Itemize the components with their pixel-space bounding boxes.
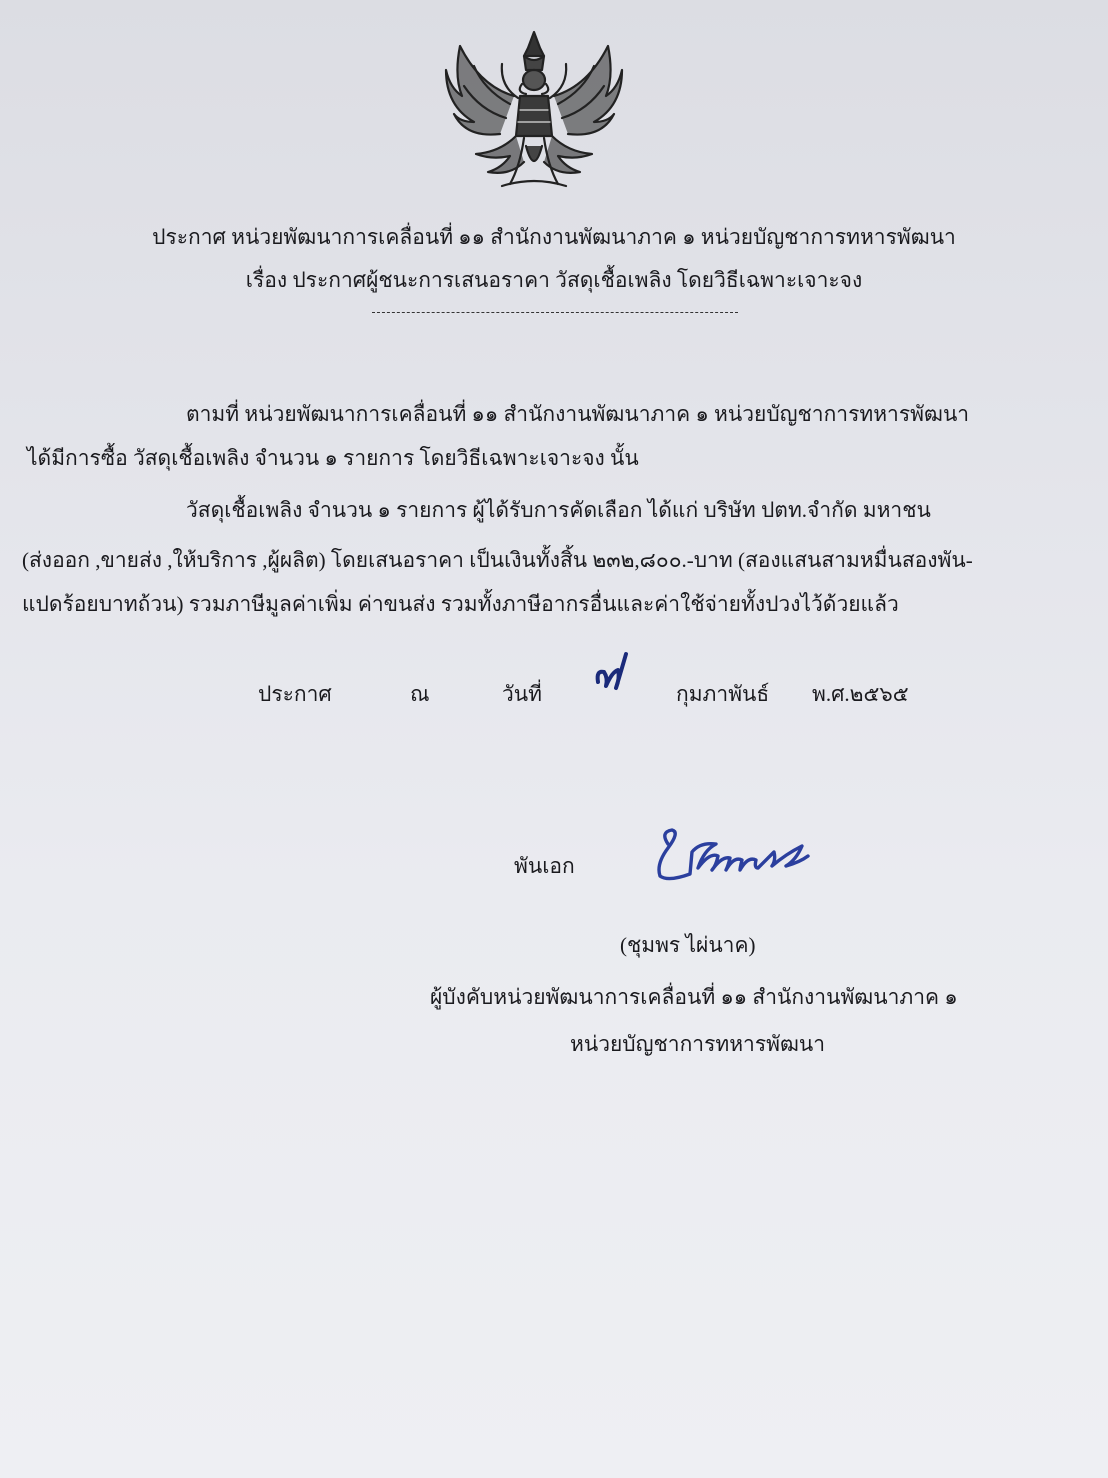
at-label: ณ (410, 682, 430, 706)
paragraph-text: ตามที่ หน่วยพัฒนาการเคลื่อนที่ ๑๑ สำนักงานพัฒนาภาค ๑ หน่วยบัญชาการทหารพัฒนา (186, 402, 970, 426)
paragraph-2-line-3: แปดร้อยบาทถ้วน) รวมภาษีมูลค่าเพิ่ม ค่าขนส่ง รวมทั้งภาษีอากรอื่นและค่าใช้จ่ายทั้งปวงไว้ด้วยแล้ว (22, 592, 899, 616)
garuda-emblem (440, 26, 628, 196)
paragraph-2-line-1: วัสดุเชื้อเพลิง จำนวน ๑ รายการ ผู้ได้รับการคัดเลือก ได้แก่ บริษัท ปตท.จำกัด มหาชน (186, 498, 931, 522)
handwritten-day (590, 648, 634, 704)
month-label: กุมภาพันธ์ (676, 682, 770, 706)
dashed-divider (372, 312, 738, 313)
signatory-position: ผู้บังคับหน่วยพัฒนาการเคลื่อนที่ ๑๑ สำนักงานพัฒนาภาค ๑ (430, 985, 958, 1009)
rank-label: พันเอก (514, 854, 575, 878)
announcement-subject: เรื่อง ประกาศผู้ชนะการเสนอราคา วัสดุเชื้อเพลิง โดยวิธีเฉพาะเจาะจง (245, 268, 863, 292)
signature (646, 822, 816, 892)
day-label: วันที่ (502, 682, 542, 706)
paragraph-1-line-1 (186, 400, 1088, 428)
paragraph-2-line-2: (ส่งออก ,ขายส่ง ,ให้บริการ ,ผู้ผลิต) โดยเสนอราคา เป็นเงินทั้งสิ้น ๒๓๒,๘๐๐.-บาท (สองแสนสามหมื่นสองพัน- (22, 548, 973, 572)
year-label: พ.ศ.๒๕๖๕ (812, 682, 909, 706)
announcement-title: ประกาศ หน่วยพัฒนาการเคลื่อนที่ ๑๑ สำนักงานพัฒนาภาค ๑ หน่วยบัญชาการทหารพัฒนา (152, 225, 956, 249)
paragraph-1-line-2: ได้มีการซื้อ วัสดุเชื้อเพลิง จำนวน ๑ รายการ โดยวิธีเฉพาะเจาะจง นั้น (27, 446, 639, 470)
announced-label: ประกาศ (258, 682, 332, 706)
signatory-unit: หน่วยบัญชาการทหารพัฒนา (570, 1032, 826, 1056)
signatory-name: (ชุมพร ไผ่นาค) (620, 933, 756, 957)
date-row (0, 680, 1108, 710)
